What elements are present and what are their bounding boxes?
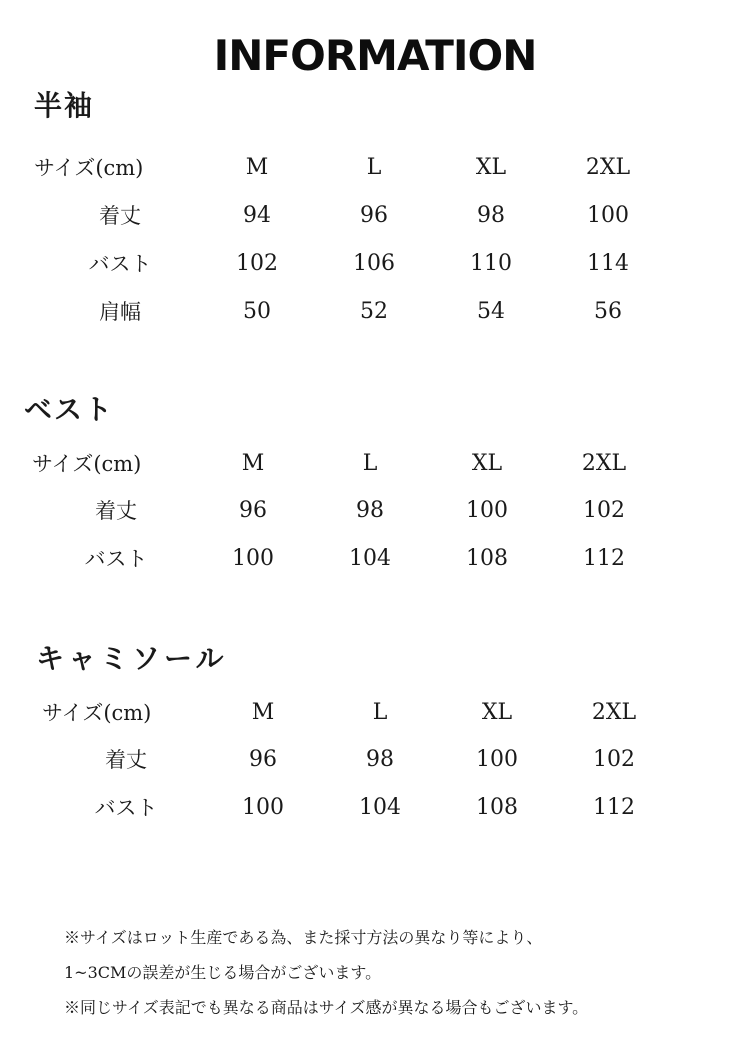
table-cell: 108 — [466, 546, 508, 571]
table-cell: 96 — [239, 498, 267, 523]
table-cell: 112 — [593, 795, 635, 820]
column-header-m: M — [245, 155, 269, 180]
column-header-2xl: 2XL — [585, 155, 631, 180]
table-cell: 100 — [476, 747, 518, 772]
table-cell: 114 — [587, 251, 629, 276]
row-label: 着丈 — [105, 748, 147, 772]
table-cell: 94 — [243, 203, 271, 228]
table-cell: 104 — [349, 546, 391, 571]
column-header-l: L — [362, 451, 378, 476]
table-cell: 102 — [593, 747, 635, 772]
table-cell: 102 — [236, 251, 278, 276]
table-row — [0, 198, 750, 234]
row-label: 着丈 — [99, 204, 141, 228]
note-line: ※サイズはロット生産である為、また採寸方法の異なり等により、 — [64, 928, 543, 947]
column-header-2xl: 2XL — [581, 451, 627, 476]
table-row — [0, 790, 750, 826]
column-header-m: M — [241, 451, 265, 476]
note-line: ※同じサイズ表記でも異なる商品はサイズ感が異なる場合もございます。 — [64, 998, 589, 1017]
table-cell: 96 — [249, 747, 277, 772]
table-cell: 110 — [470, 251, 512, 276]
size-label: サイズ(cm) — [34, 156, 144, 180]
size-header-row — [0, 150, 750, 186]
column-header-2xl: 2XL — [591, 700, 637, 725]
table-row — [0, 493, 750, 529]
size-label: サイズ(cm) — [32, 452, 142, 476]
row-label: 着丈 — [95, 499, 137, 523]
table-cell: 100 — [466, 498, 508, 523]
section-heading: 半袖 — [34, 89, 95, 122]
table-row — [0, 742, 750, 778]
size-label: サイズ(cm) — [42, 701, 152, 725]
column-header-xl: XL — [475, 155, 507, 180]
section-heading: キャミソール — [36, 642, 228, 675]
note-line: 1~3CMの誤差が生じる場合がございます。 — [64, 963, 382, 982]
notes — [64, 920, 724, 1025]
table-cell: 100 — [587, 203, 629, 228]
table-cell: 56 — [594, 299, 622, 324]
table-row — [0, 294, 750, 330]
table-cell: 106 — [353, 251, 395, 276]
table-cell: 50 — [243, 299, 271, 324]
row-label: バスト — [88, 252, 152, 276]
page-title: INFORMATION — [213, 31, 537, 80]
table-cell: 100 — [242, 795, 284, 820]
table-cell: 96 — [360, 203, 388, 228]
table-row — [0, 541, 750, 577]
size-header-row — [0, 695, 750, 731]
table-cell: 102 — [583, 498, 625, 523]
section-heading: ベスト — [24, 393, 115, 426]
table-cell: 112 — [583, 546, 625, 571]
column-header-l: L — [366, 155, 382, 180]
column-header-m: M — [251, 700, 275, 725]
table-cell: 54 — [477, 299, 505, 324]
row-label: 肩幅 — [99, 300, 141, 324]
table-row — [0, 246, 750, 282]
table-cell: 98 — [356, 498, 384, 523]
table-cell: 104 — [359, 795, 401, 820]
size-header-row — [0, 446, 750, 482]
table-cell: 52 — [360, 299, 388, 324]
table-cell: 98 — [477, 203, 505, 228]
row-label: バスト — [94, 796, 158, 820]
row-label: バスト — [84, 547, 148, 571]
column-header-l: L — [372, 700, 388, 725]
table-cell: 98 — [366, 747, 394, 772]
table-cell: 100 — [232, 546, 274, 571]
table-cell: 108 — [476, 795, 518, 820]
column-header-xl: XL — [471, 451, 503, 476]
column-header-xl: XL — [481, 700, 513, 725]
